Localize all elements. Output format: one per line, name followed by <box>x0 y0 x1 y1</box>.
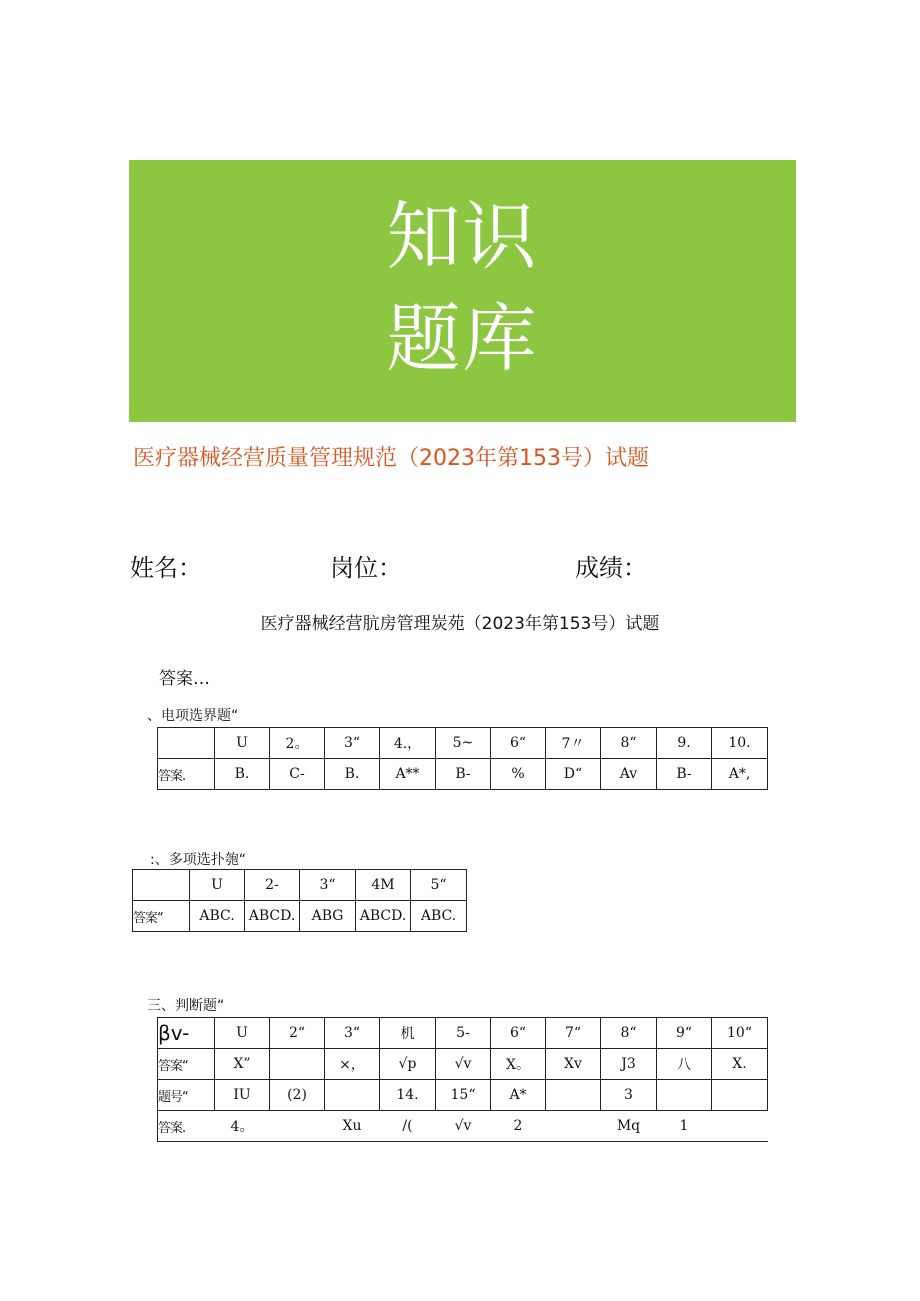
table-cell: B. <box>215 759 270 790</box>
table-cell <box>133 870 190 901</box>
table-row <box>158 1049 768 1080</box>
table-cell: √p <box>380 1049 436 1080</box>
table-cell: 2“ <box>270 1018 325 1049</box>
table-cell: X。 <box>491 1049 546 1080</box>
table-cell: ABC. <box>190 901 245 932</box>
table-cell: 15“ <box>436 1080 491 1111</box>
table-cell: 4.， <box>380 728 436 759</box>
row-label: 答案“ <box>158 1049 215 1080</box>
table-cell: 8“ <box>601 1018 657 1049</box>
document-title: 医疗器械经营质量管理规范（2023年第153号）试题 <box>133 446 649 471</box>
table-cell: 6“ <box>491 1018 546 1049</box>
table-row <box>158 1080 768 1111</box>
row-label: βv- <box>158 1018 215 1049</box>
table-row <box>158 728 768 759</box>
table-cell: /( <box>380 1111 436 1142</box>
table-cell: ABCD. <box>245 901 300 932</box>
table-cell: ABCD. <box>356 901 411 932</box>
table-cell: 机 <box>380 1018 436 1049</box>
table-cell: 2。 <box>270 728 325 759</box>
table-cell: A*, <box>712 759 768 790</box>
position-field-label: 岗位： <box>330 554 402 582</box>
table-cell: 3“ <box>300 870 356 901</box>
table-cell: 6“ <box>491 728 546 759</box>
table-cell: 7“ <box>546 1018 601 1049</box>
table-cell: 1 <box>657 1111 712 1142</box>
table-cell: Mq <box>601 1111 657 1142</box>
table-cell: 9“ <box>657 1018 712 1049</box>
table-cell: 14. <box>380 1080 436 1111</box>
row-label: 题号“ <box>158 1080 215 1111</box>
table-cell: 4M <box>356 870 411 901</box>
table-cell <box>657 1080 712 1111</box>
table-cell: 4。 <box>215 1111 270 1142</box>
table-cell: B. <box>325 759 380 790</box>
table-cell <box>158 728 215 759</box>
table-cell: 2 <box>491 1111 546 1142</box>
section-1-title: 、电项选界题“ <box>147 708 239 724</box>
table-cell: D“ <box>546 759 601 790</box>
banner-line-2: 题库 <box>386 296 539 382</box>
table-cell: (2) <box>270 1080 325 1111</box>
banner-line-1: 知识 <box>386 194 539 280</box>
table-cell <box>546 1080 601 1111</box>
table-cell: 7〃 <box>546 728 601 759</box>
table-cell: 10“ <box>712 1018 768 1049</box>
table-cell: 5- <box>436 1018 491 1049</box>
table-cell: A* <box>491 1080 546 1111</box>
table-cell: 9. <box>657 728 712 759</box>
table-cell: Xv <box>546 1049 601 1080</box>
table-cell: ABC. <box>411 901 467 932</box>
title-banner <box>129 160 796 422</box>
table-cell: U <box>215 728 270 759</box>
table-cell <box>712 1111 768 1142</box>
table-cell: ABG <box>300 901 356 932</box>
true-false-answer-table <box>157 1017 768 1142</box>
row-label: 答案“ <box>133 901 190 932</box>
table-cell <box>270 1049 325 1080</box>
table-row <box>133 870 467 901</box>
section-3-title: 三、判断题“ <box>147 998 225 1014</box>
table-cell: 5“ <box>411 870 467 901</box>
table-cell: Xu <box>325 1111 380 1142</box>
table-cell: IU <box>215 1080 270 1111</box>
table-cell <box>325 1080 380 1111</box>
table-cell: √v <box>436 1049 491 1080</box>
table-cell: X” <box>215 1049 270 1080</box>
table-cell: 3 <box>601 1080 657 1111</box>
table-cell: U <box>190 870 245 901</box>
multiple-choice-answer-table <box>132 869 467 932</box>
table-cell <box>712 1080 768 1111</box>
table-cell: √v <box>436 1111 491 1142</box>
table-cell: C- <box>270 759 325 790</box>
table-cell: 八 <box>657 1049 712 1080</box>
score-field-label: 成绩： <box>575 554 647 582</box>
table-row <box>158 1018 768 1049</box>
table-cell: 2- <box>245 870 300 901</box>
table-cell: 5~ <box>436 728 491 759</box>
name-field-label: 姓名： <box>130 554 202 582</box>
row-label: 答案. <box>158 759 215 790</box>
table-cell: % <box>491 759 546 790</box>
section-2-title: :、多项选扑匏“ <box>150 852 246 868</box>
table-cell <box>546 1111 601 1142</box>
row-label: 答案. <box>158 1111 215 1142</box>
table-row <box>133 901 467 932</box>
table-cell: U <box>215 1018 270 1049</box>
table-row <box>158 1111 768 1142</box>
table-cell: 3“ <box>325 728 380 759</box>
table-cell: A** <box>380 759 436 790</box>
table-cell: 10. <box>712 728 768 759</box>
exam-subtitle: 医疗器械经营肮房管理炭苑（2023年第153号）试题 <box>260 614 660 634</box>
table-cell: ×， <box>325 1049 380 1080</box>
table-cell: 3“ <box>325 1018 380 1049</box>
table-cell: X. <box>712 1049 768 1080</box>
single-choice-answer-table <box>157 727 768 790</box>
table-cell: 8“ <box>601 728 657 759</box>
table-cell: J3 <box>601 1049 657 1080</box>
answers-heading: 答案… <box>159 669 210 689</box>
table-cell: B- <box>436 759 491 790</box>
table-cell: B- <box>657 759 712 790</box>
table-cell: Av <box>601 759 657 790</box>
table-cell <box>270 1111 325 1142</box>
table-row <box>158 759 768 790</box>
